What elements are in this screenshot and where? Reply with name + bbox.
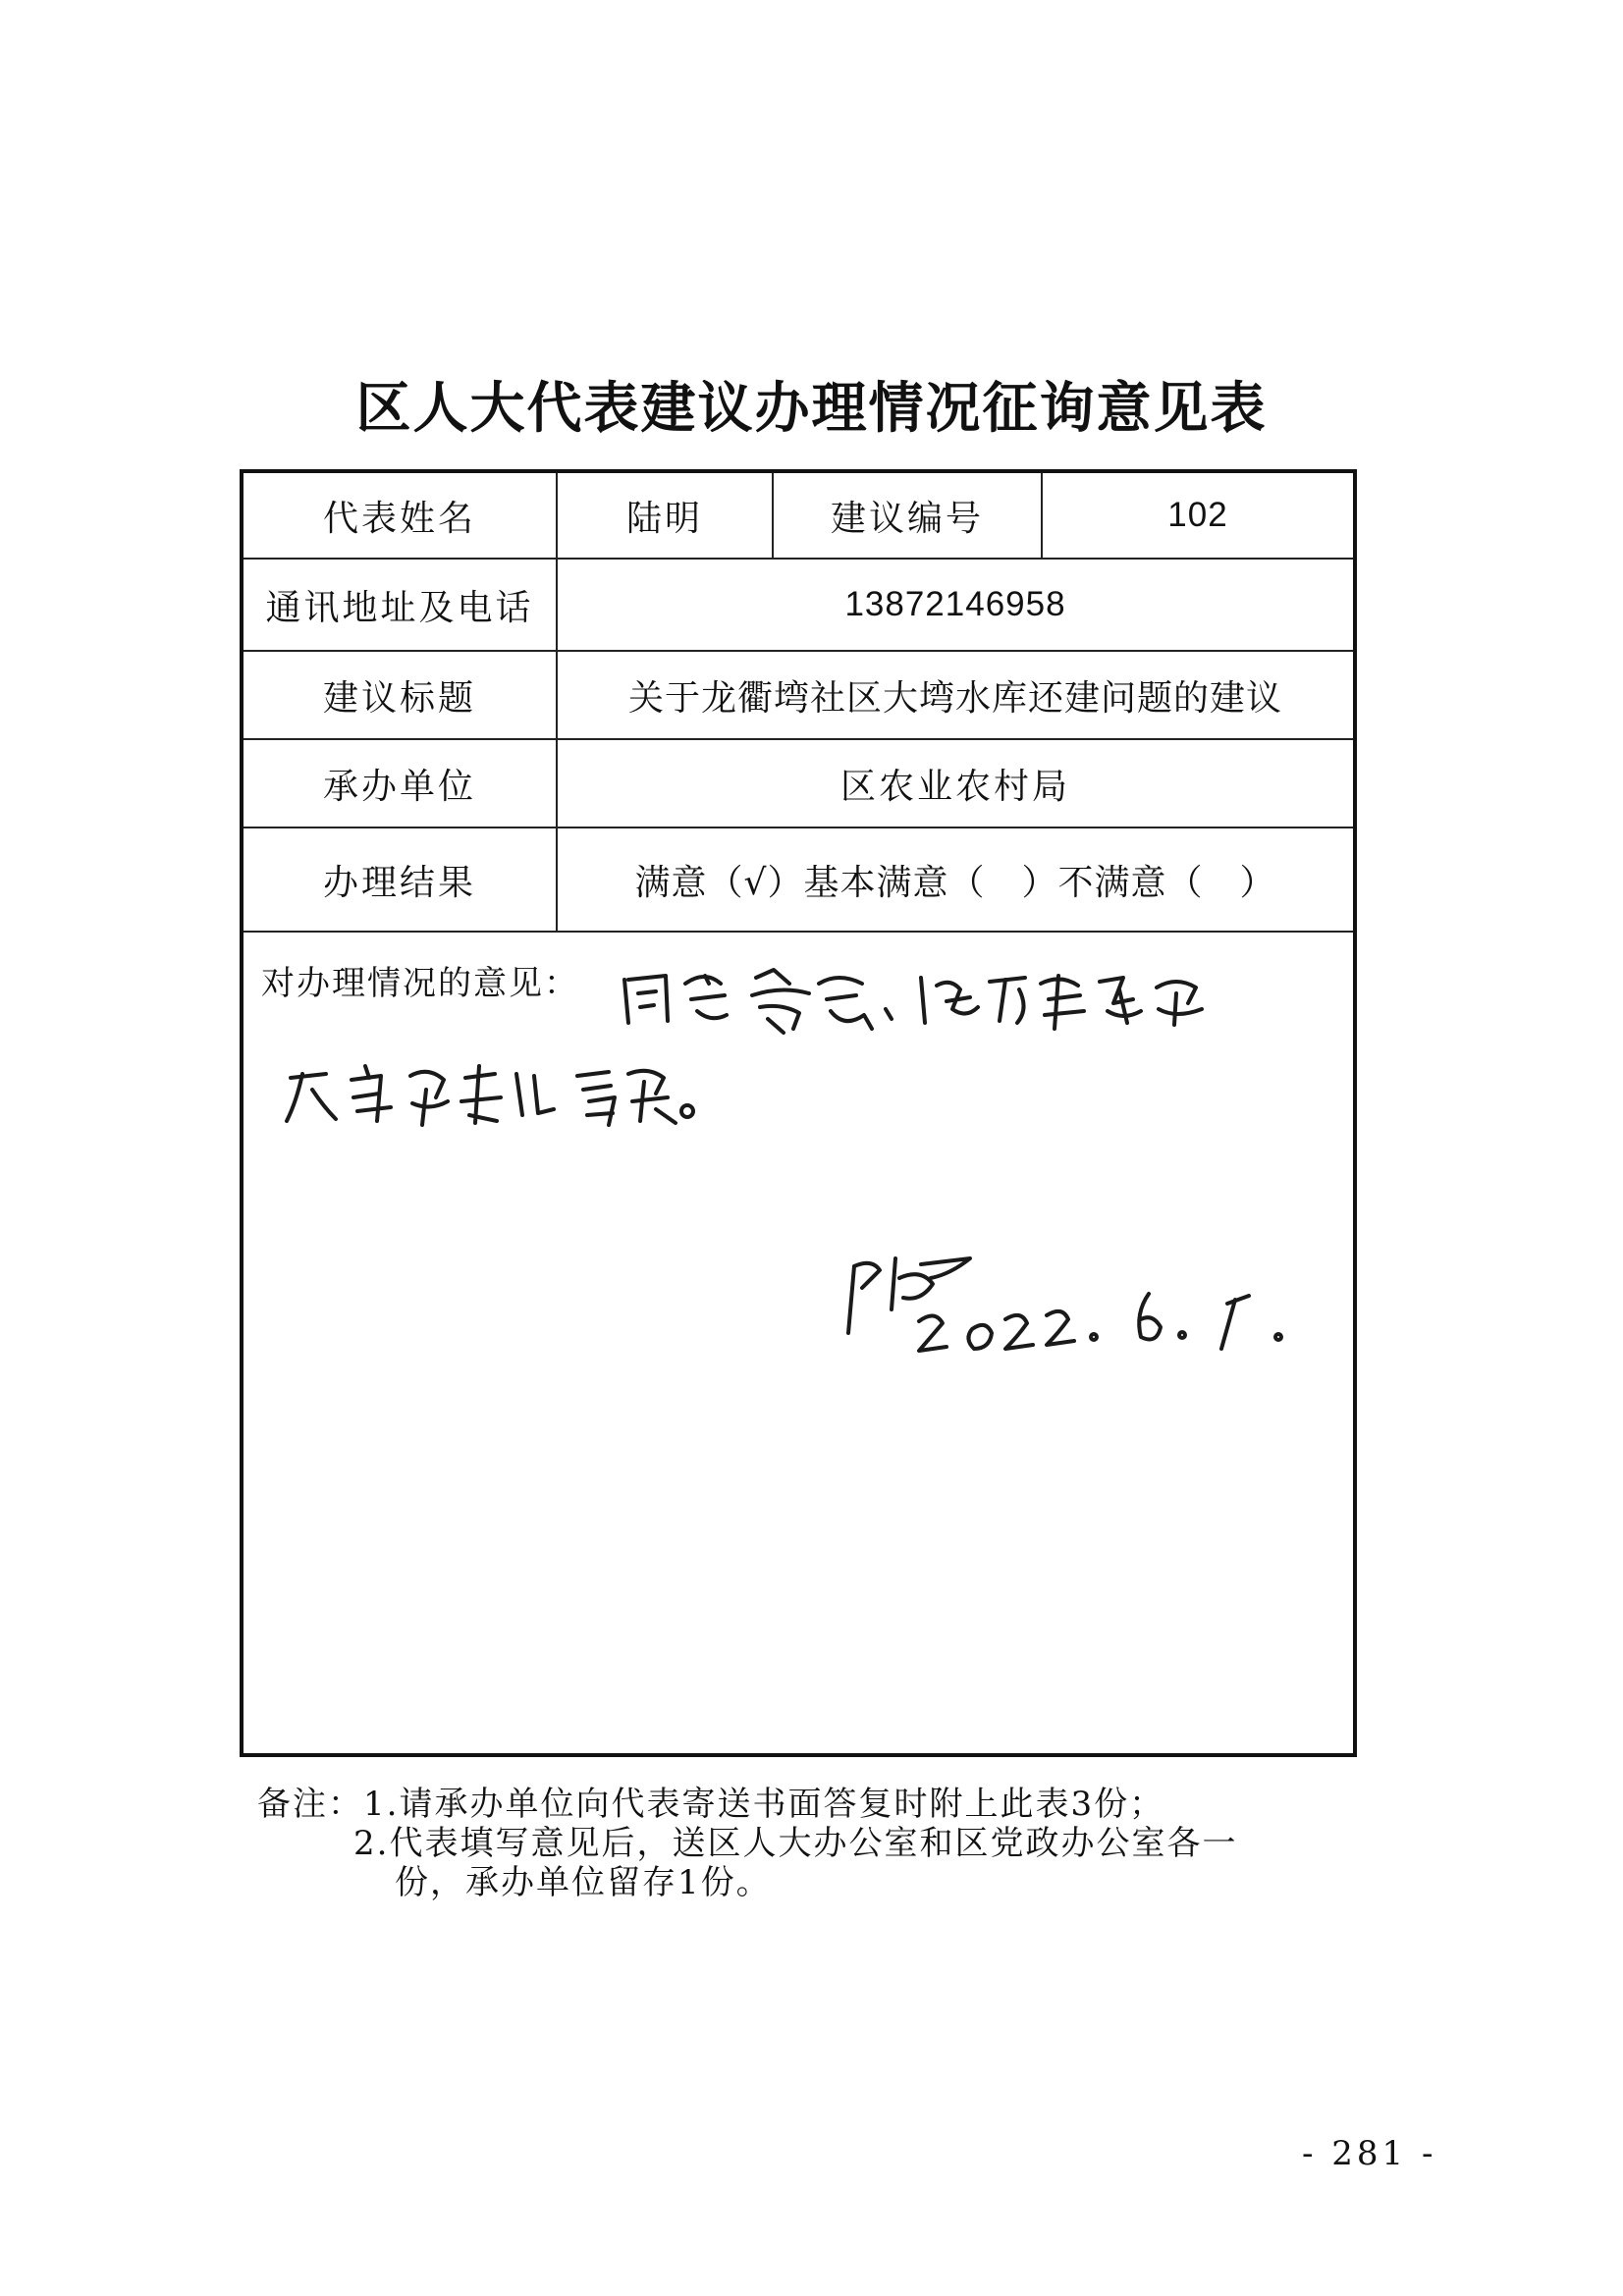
result-value: 满意（√）基本满意（ ）不满意（ ） <box>634 862 1276 903</box>
handler-value: 区农业农村局 <box>839 766 1070 807</box>
subject-value: 关于龙衢塆社区大塆水库还建问题的建议 <box>627 677 1282 719</box>
contact-value: 13872146958 <box>844 585 1066 623</box>
note-line-1: 备注：1.请承办单位向代表寄送书面答复时附上此表3份； <box>257 1785 1165 1824</box>
note-line-3: 份，承办单位留存1份。 <box>395 1863 772 1902</box>
contact-label: 通讯地址及电话 <box>265 587 534 628</box>
notes <box>257 1785 1237 1902</box>
subject-label: 建议标题 <box>322 677 476 719</box>
opinion-label: 对办理情况的意见： <box>261 964 579 1003</box>
handler-label: 承办单位 <box>322 766 476 807</box>
proposal-number-value: 102 <box>1167 496 1228 534</box>
handwritten-opinion <box>243 473 1353 1753</box>
note-line-2: 2.代表填写意见后，送区人大办公室和区党政办公室各一 <box>353 1824 1238 1863</box>
proposal-number-label: 建议编号 <box>830 498 984 539</box>
opinion-form-table <box>240 469 1357 1757</box>
result-label: 办理结果 <box>322 862 476 903</box>
document-title: 区人大代表建议办理情况征询意见表 <box>355 376 1268 441</box>
page-number: - 281 - <box>1302 2134 1437 2173</box>
rep-name-value: 陆明 <box>625 498 703 539</box>
rep-name-label: 代表姓名 <box>322 498 476 539</box>
